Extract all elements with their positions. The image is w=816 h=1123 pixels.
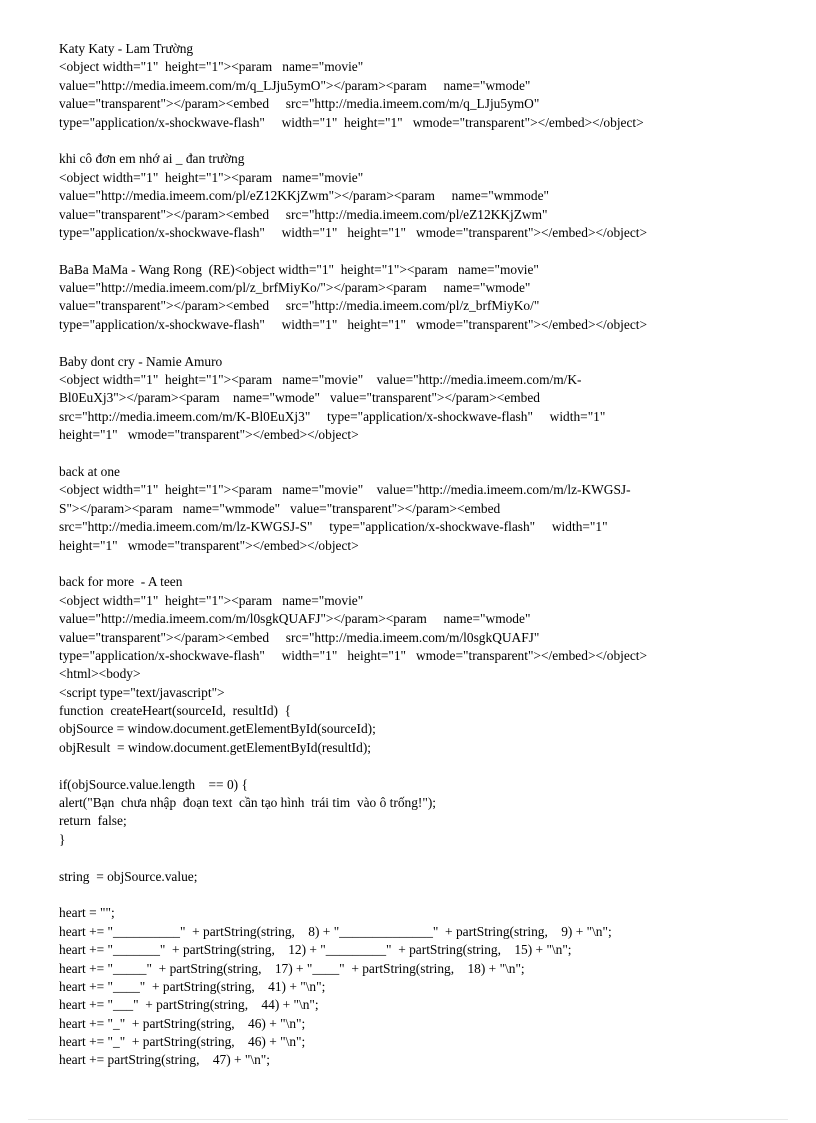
text-line: Baby dont cry - Namie Amuro xyxy=(59,353,223,369)
text-line: return false; xyxy=(59,813,127,829)
text-line: BaBa MaMa - Wang Rong (RE)<object width="1" height="1"><param name="movie" xyxy=(59,261,539,277)
blank-line xyxy=(59,445,759,463)
text-line: value="transparent"></param><embed src="http://media.imeem.com/m/l0sgkQUAFJ" xyxy=(59,629,540,645)
text-line: heart += "___" + partString(string, 44) + "\n"; xyxy=(59,997,319,1013)
blank-line xyxy=(59,132,759,150)
text-line: height="1" wmode="transparent"></embed></object> xyxy=(59,537,359,553)
text-line: if(objSource.value.length == 0) { xyxy=(59,776,248,792)
text-line: <object width="1" height="1"><param name="movie" value="http://media.imeem.com/m/lz-KWGSJ- xyxy=(59,482,631,498)
text-line: src="http://media.imeem.com/m/lz-KWGSJ-S" type="application/x-shockwave-flash" width="1" xyxy=(59,519,608,535)
text-line: <script type="text/javascript"> xyxy=(59,684,225,700)
text-line: alert("Bạn chưa nhập đoạn text cần tạo hình trái tim vào ô trống!"); xyxy=(59,795,437,811)
text-line: heart += "____" + partString(string, 41) + "\n"; xyxy=(59,978,326,994)
text-line: Katy Katy - Lam Trường xyxy=(59,41,194,56)
text-line: objResult = window.document.getElementById(resultId); xyxy=(59,739,372,755)
text-line: <object width="1" height="1"><param name="movie" xyxy=(59,169,364,185)
text-line: function createHeart(sourceId, resultId) { xyxy=(59,703,292,719)
text-line: value="http://media.imeem.com/m/q_LJju5ymO"></param><param name="wmode" xyxy=(59,77,531,93)
blank-line xyxy=(59,555,759,573)
text-line: heart += "_____" + partString(string, 17) + "____" + partString(string, 18) + "\n"; xyxy=(59,960,525,976)
text-line: khi cô đơn em nhớ ai _ đan trường xyxy=(59,151,245,167)
text-line: string = objSource.value; xyxy=(59,868,198,884)
text-line: value="transparent"></param><embed src="http://media.imeem.com/pl/z_brfMiyKo/" xyxy=(59,298,540,314)
text-line: type="application/x-shockwave-flash" width="1" height="1" wmode="transparent"></embed></object> xyxy=(59,114,644,130)
text-line: heart += "_______" + partString(string, 12) + "_________" + partString(string, 15) + "\n"; xyxy=(59,942,572,958)
text-line: value="transparent"></param><embed src="http://media.imeem.com/m/q_LJju5ymO" xyxy=(59,96,540,112)
text-line: type="application/x-shockwave-flash" width="1" height="1" wmode="transparent"></embed></object> xyxy=(59,316,648,332)
blank-line xyxy=(59,886,759,904)
text-line: <html><body> xyxy=(59,666,141,682)
text-line: heart = ""; xyxy=(59,905,115,921)
text-line: <object width="1" height="1"><param name="movie" value="http://media.imeem.com/m/K- xyxy=(59,372,582,388)
text-line: heart += partString(string, 47) + "\n"; xyxy=(59,1052,270,1068)
text-line: S"></param><param name="wmmode" value="transparent"></param><embed xyxy=(59,500,501,516)
text-line: heart += "_" + partString(string, 46) + "\n"; xyxy=(59,1015,306,1031)
blank-line xyxy=(59,757,759,775)
blank-line xyxy=(59,849,759,867)
text-line: heart += "_" + partString(string, 46) + "\n"; xyxy=(59,1034,306,1050)
text-line: } xyxy=(59,831,66,847)
text-line: <object width="1" height="1"><param name="movie" xyxy=(59,59,364,75)
text-line: type="application/x-shockwave-flash" width="1" height="1" wmode="transparent"></embed></object> xyxy=(59,224,648,240)
text-line: value="http://media.imeem.com/pl/z_brfMiyKo/"></param><param name="wmode" xyxy=(59,280,531,296)
document-body xyxy=(59,40,759,1070)
text-line: objSource = window.document.getElementById(sourceId); xyxy=(59,721,376,737)
text-line: value="http://media.imeem.com/m/l0sgkQUAFJ"></param><param name="wmode" xyxy=(59,611,531,627)
page-bottom-edge xyxy=(28,1119,788,1120)
text-line: value="transparent"></param><embed src="http://media.imeem.com/pl/eZ12KKjZwm" xyxy=(59,206,548,222)
text-line: type="application/x-shockwave-flash" width="1" height="1" wmode="transparent"></embed></object> xyxy=(59,647,648,663)
text-line: <object width="1" height="1"><param name="movie" xyxy=(59,592,364,608)
text-line: value="http://media.imeem.com/pl/eZ12KKjZwm"></param><param name="wmmode" xyxy=(59,188,549,204)
text-line: Bl0EuXj3"></param><param name="wmode" value="transparent"></param><embed xyxy=(59,390,540,406)
blank-line xyxy=(59,242,759,260)
text-line: height="1" wmode="transparent"></embed></object> xyxy=(59,427,359,443)
text-line: src="http://media.imeem.com/m/K-Bl0EuXj3" type="application/x-shockwave-flash" width="1" xyxy=(59,408,606,424)
text-line: back for more - A teen xyxy=(59,574,183,590)
text-line: heart += "__________" + partString(string, 8) + "______________" + partString(string, 9) + "\n"; xyxy=(59,923,612,939)
text-line: back at one xyxy=(59,463,120,479)
blank-line xyxy=(59,334,759,352)
